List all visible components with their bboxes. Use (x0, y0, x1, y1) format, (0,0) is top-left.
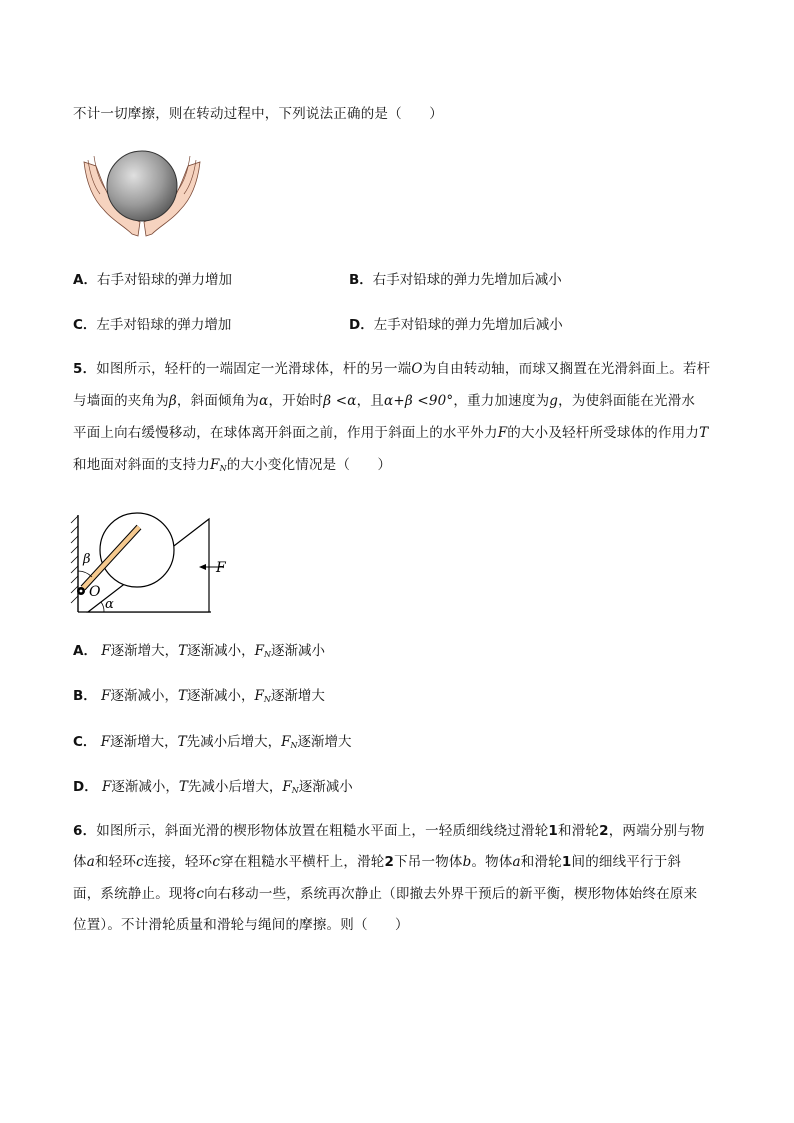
q5-stem-line-4: 和地面对斜面的支持力$F_N$的大小变化情况是（ ） (73, 457, 392, 473)
q4-stem-line: 不计一切摩擦，则在转动过程中，下列说法正确的是（ ） (73, 106, 443, 122)
option-letter: D． (349, 317, 374, 333)
q4-option-b[interactable] (349, 268, 562, 288)
question-number: 6． (73, 823, 97, 839)
option-text: 左手对铅球的弹力增加 (96, 317, 232, 333)
lead-ball (107, 151, 177, 221)
label-F: F (216, 560, 226, 576)
option-letter: C． (73, 317, 97, 333)
q5-option-d[interactable]: D． F逐渐减小，T先减小后增大，$F_N$逐渐减小 (73, 779, 353, 795)
q6-stem-line-4: 位置）。不计滑轮质量和滑轮与绳间的摩擦。则（ ） (73, 917, 409, 933)
q4-option-c[interactable] (73, 313, 231, 333)
q6-stem-line-2: 体a和轻环c连接，轻环c穿在粗糙水平横杆上，滑轮2下吊一物体b。物体a和滑轮1间的细线平行于斜 (73, 854, 682, 870)
q5-option-c[interactable]: C． F逐渐增大，T先减小后增大，$F_N$逐渐增大 (73, 734, 352, 750)
q5-stem-line-3: 平面上向右缓慢移动，在球体离开斜面之前，作用于斜面上的水平外力F的大小及轻杆所受球体的作用力T (73, 425, 709, 441)
option-letter: B． (349, 272, 373, 288)
option-text: 左手对铅球的弹力先增加后减小 (373, 317, 563, 333)
label-beta: β (83, 552, 91, 567)
incline-rod-ball-figure (66, 505, 236, 620)
label-O: O (89, 584, 101, 600)
q5-stem-line-2: 与墙面的夹角为β，斜面倾角为α，开始时β <α，且α+β <90°，重力加速度为g，为使斜面能在光滑水 (73, 393, 696, 409)
q4-option-a[interactable] (73, 268, 232, 288)
label-alpha: α (105, 597, 114, 612)
ball (100, 513, 174, 587)
option-text: 右手对铅球的弹力增加 (96, 272, 232, 288)
option-text: 右手对铅球的弹力先增加后减小 (372, 272, 562, 288)
question-number: 5． (73, 361, 97, 377)
q6-stem-line-1: 6．如图所示，斜面光滑的楔形物体放置在粗糙水平面上，一轻质细线绕过滑轮1和滑轮2，两端分别与物 (73, 823, 705, 839)
q4-option-d[interactable] (349, 313, 563, 333)
q5-option-a[interactable]: A． F逐渐增大，T逐渐减小，$F_N$逐渐减小 (73, 643, 326, 659)
q5-stem-line-1: 5．如图所示，轻杆的一端固定一光滑球体，杆的另一端O为自由转动轴，而球又搁置在光滑斜面上。若杆 (73, 361, 711, 377)
hands-holding-ball-figure (82, 150, 202, 238)
q6-stem-line-3: 面，系统静止。现将c向右移动一些，系统再次静止（即撤去外界干预后的新平衡，楔形物体始终在原来 (73, 886, 698, 902)
option-letter: A． (73, 272, 97, 288)
q5-option-b[interactable]: B． F逐渐减小，T逐渐减小，$F_N$逐渐增大 (73, 688, 325, 704)
